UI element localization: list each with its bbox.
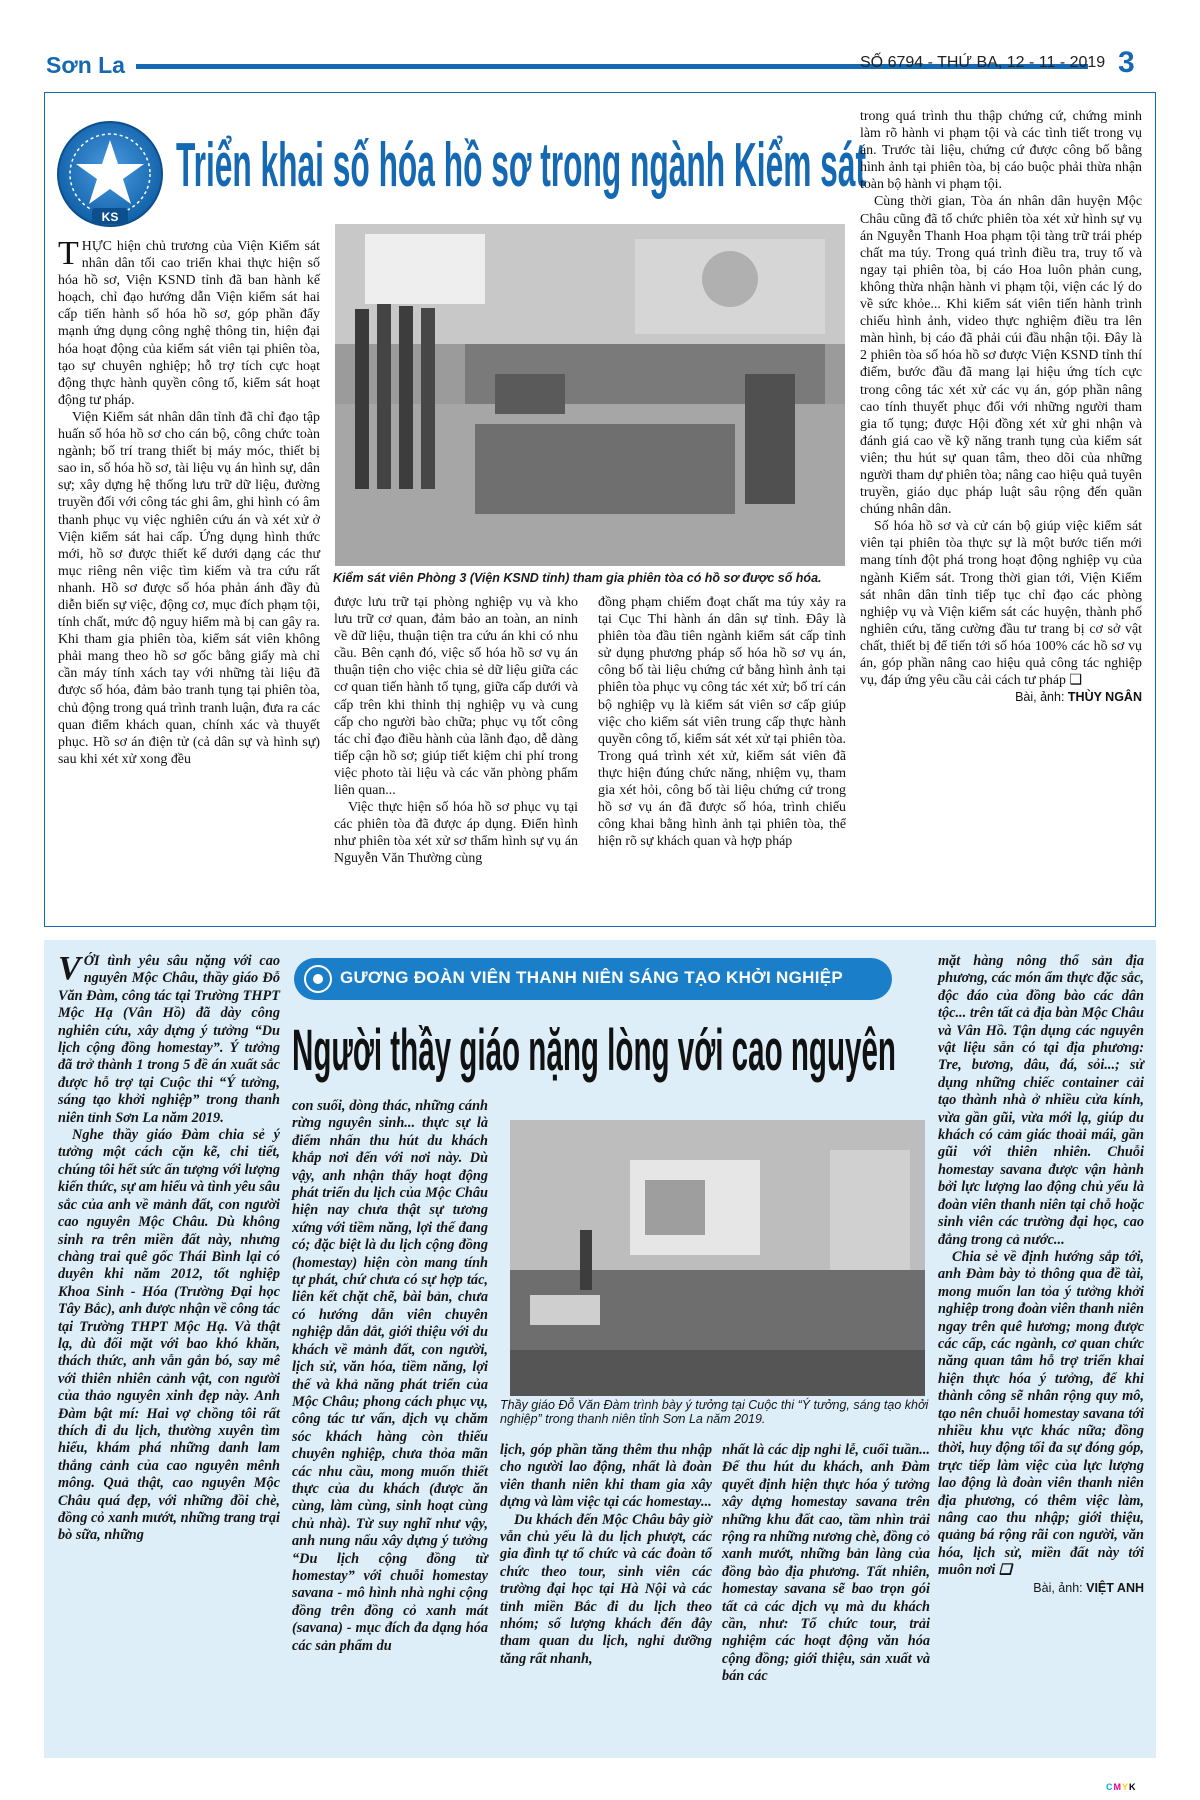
series-banner-text: GƯƠNG ĐOÀN VIÊN THANH NIÊN SÁNG TẠO KHỞI NGHIỆP	[340, 968, 844, 987]
paragraph: HỰC hiện chủ trương của Viện Kiểm sát nhân dân tối cao triển khai thực hiện số hóa hồ sơ, Viện KSND tỉnh đã ban hành kế hoạch, chỉ đạo hướng dẫn Viện kiểm sát hai cấp tiến hành số hóa hồ sơ, góp phần đẩy mạnh ứng dụng công nghệ thông tin, hiện đại hóa hoạt động của kiểm sát viên tại phiên tòa, tạo sự chuyên nghiệp; hỗ trợ tích cực hoạt động thực hành quyền công tố, kiểm sát hoạt động tư pháp.	[58, 239, 320, 408]
paragraph: đồng phạm chiếm đoạt chất ma túy xảy ra tại Cục Thi hành án dân sự tỉnh. Đây là phiên tòa đầu tiên ngành kiểm sát cấp tỉnh sử dụng phương pháp số hóa hồ sơ vụ án, công bố tài liệu chứng cứ bằng hình ảnh tại phiên tòa phục vụ công tác xét xử; bố trí cán bộ nghiệp vụ là kiểm sát viên sơ cấp giúp việc cho kiểm sát viên trung cấp thực hành quyền công tố, kiểm sát xét xử tại phiên tòa. Trong quá trình xét xử, kiểm sát viên đã thực hiện đúng chức năng, nhiệm vụ, tham gia xét hỏi, công bố tài liệu chứng cứ trong hồ sơ vụ án đã được số hóa, trình chiếu công khai bằng hình ảnh tại phiên tòa, thể hiện rõ sự khách quan và hợp pháp	[598, 595, 846, 850]
procuracy-emblem	[56, 120, 164, 234]
paragraph: trong quá trình thu thập chứng cứ, chứng minh làm rõ hành vi phạm tội và các tình tiết trong vụ án. Trước tài liệu, chứng cứ được công bố bằng hình ảnh tại phiên tòa, bị cáo buộc phải thừa nhận toàn bộ hành vi phạm tội.	[860, 109, 1142, 193]
article-1-column-3	[598, 594, 846, 916]
page-number: 3	[1118, 46, 1135, 79]
article-2-column-1	[58, 950, 280, 1753]
cmyk-m: M	[1113, 1782, 1122, 1792]
presentation-photo	[510, 1120, 925, 1396]
paragraph: lịch, góp phần tăng thêm thu nhập cho người lao động, nhất là đoàn viên thanh niên khi tham gia xây dựng và làm việc tại các homestay...	[500, 1442, 712, 1511]
issue-info: SỐ 6794 - THỨ BA, 12 - 11 - 2019	[860, 54, 1106, 71]
paragraph: Nghe thầy giáo Đàm chia sẻ ý tưởng một cách cặn kẽ, chi tiết, chúng tôi hết sức ấn tượng với lượng kiến thức, sự am hiểu và tình yêu sâu sắc của anh về mảnh đất, con người cao nguyên Mộc Châu. Dù không sinh ra trên miền đất này, nhưng chàng trai quê gốc Thái Bình lại có duyên khi năm 2012, tốt nghiệp Khoa Sinh - Hóa (Trường Đại học Tây Bắc), anh được nhận về công tác tại Trường THPT Mộc Hạ. Và thật lạ, dù đối mặt với bao khó khăn, thách thức, anh vẫn gắn bó, say mê với thiên nhiên cảnh vật, con người của thảo nguyên xinh đẹp này. Anh Đàm bật mí: Hai vợ chồng tôi rất thích đi du lịch, thường xuyên tìm hiểu, khám phá những danh lam thắng cảnh của cao nguyên mênh mông. Quả thật, cao nguyên Mộc Châu quá đẹp, với những đồi chè, đồng cỏ xanh mướt, những trang trại bò sữa, những	[58, 1127, 280, 1544]
paragraph: nhất là các dịp nghỉ lễ, cuối tuần... Để thu hút du khách, anh Đàm quyết định hiện thực hóa ý tưởng xây dựng homestay savana trên những khu đất cao, tầm nhìn trải rộng ra những nương chè, đồng cỏ xanh mướt, những bản làng của đồng bào địa phương. Tất nhiên, homestay savana sẽ bao trọn gói tất cả các dịch vụ mà du khách cần, như: Tổ chức tour, trải nghiệm các hoạt động văn hóa cộng đồng; giới thiệu, sản xuất và bán các	[722, 1442, 930, 1685]
article-2-column-5	[938, 953, 1144, 1753]
paragraph: Việc thực hiện số hóa hồ sơ phục vụ tại các phiên tòa đã được áp dụng. Điển hình như phiên tòa xét xử sơ thẩm hình sự vụ án Nguyễn Văn Thường cùng	[334, 800, 578, 867]
emblem-text: KS	[101, 210, 119, 224]
courtroom-photo	[335, 224, 845, 566]
paragraph: mặt hàng nông thổ sản địa phương, các món ẩm thực đặc sắc, độc đáo của đồng bào các dân tộc... trên tất cả địa bàn Mộc Châu và Vân Hồ. Tận dụng các nguyên vật liệu sẵn có tại địa phương: Tre, bương, dâu, đá, sỏi...; sử dụng những chiếc container cải tạo thành nhà ở nhiều cửa kính, vừa gần gũi, vừa mới lạ, giúp du khách có cảm giác thoải mái, gần gũi với thiên nhiên. Chuỗi homestay savana được vận hành bởi lực lượng lao động chủ yếu là đoàn viên thanh niên tại chỗ hoặc sinh viên các trường đại học, cao đẳng trong cả nước...	[938, 953, 1144, 1248]
article-1-column-4	[860, 108, 1142, 920]
paragraph: ỚI tình yêu sâu nặng với cao nguyên Mộc Châu, thầy giáo Đỗ Văn Đàm, công tác tại Trường THPT Mộc Hạ (Vân Hồ) đã dày công nghiên cứu, xây dựng ý tưởng “Du lịch cộng đồng homestay”. Ý tưởng đã trở thành 1 trong 5 đề án xuất sắc được hỗ trợ tại Cuộc thi “Ý tưởng, sáng tạo khởi nghiệp” trong thanh niên tỉnh Sơn La năm 2019.	[58, 953, 280, 1126]
headline-2-text: Người thầy giáo nặng lòng với cao nguyên	[292, 1018, 896, 1083]
cmyk-c: C	[1106, 1782, 1114, 1792]
cmyk-k: K	[1129, 1782, 1137, 1792]
dropcap: T	[58, 235, 79, 272]
paragraph: Chia sẻ về định hướng sắp tới, anh Đàm bày tỏ thông qua đề tài, mong muốn lan tỏa ý tưởng khởi nghiệp trong đoàn viên thanh niên ngay trên quê hương; mong được các cấp, các ngành, cơ quan chức năng quan tâm hỗ trợ triển khai hiện thực hóa ý tưởng, để khi thành công sẽ nhân rộng quy mô, tạo nên chuỗi homestay savana tới nhiều khu vực khác nữa; đồng thời, huy động tối đa sự đóng góp, trực tiếp làm việc của lực lượng lao động là đoàn viên thanh niên địa phương, có thêm việc làm, nâng cao thu nhập; giới thiệu, quảng bá rộng rãi con người, văn hóa, lịch sử, miền đất này tới muôn nơi ❑	[938, 1248, 1144, 1579]
headline-1-text: Triển khai số hóa hồ sơ trong ngành Kiểm sát	[176, 131, 866, 200]
paragraph: được lưu trữ tại phòng nghiệp vụ và kho lưu trữ cơ quan, đảm bảo an toàn, an ninh về dữ liệu, thuận tiện tra cứu án khi có nhu cầu. Bên cạnh đó, việc số hóa hồ sơ vụ án thuận tiện cho việc chia sẻ dữ liệu giữa các cơ quan tiến hành tố tụng, giữa cấp dưới và cấp trên khi thỉnh thị nghiệp vụ và cung cấp cho người bào chữa; phục vụ tốt công tác chỉ đạo điều hành của lãnh đạo, dễ dàng tiếp cận hồ sơ; giúp tiết kiệm chi phí trong việc photo tài liệu và các văn phòng phẩm liên quan...	[334, 595, 578, 799]
paragraph: Du khách đến Mộc Châu bây giờ vẫn chủ yếu là du lịch phượt, các gia đình tự tổ chức và các đoàn tổ chức theo tour, sinh viên các trường đại học tại Hà Nội và các tỉnh miền Bắc đi du lịch theo nhóm; số lượng khách đến đây tham quan du lịch, nghỉ dưỡng tăng rất nhanh,	[500, 1511, 712, 1667]
dropcap: V	[58, 950, 81, 987]
photo-caption-1: Kiểm sát viên Phòng 3 (Viện KSND tỉnh) tham gia phiên tòa có hồ sơ được số hóa.	[333, 571, 822, 585]
article-2-column-3	[500, 1442, 712, 1758]
paragraph: con suối, dòng thác, những cánh rừng nguyên sinh... thực sự là điểm nhấn thu hút du khách khắp nơi đến với nơi này. Dù vậy, anh nhận thấy hoạt động phát triển du lịch của Mộc Châu hiện nay chưa thật sự tương xứng với tiềm năng, lợi thế đang có; đặc biệt là du lịch cộng đồng (homestay) hiện còn mang tính tự phát, chứ chưa có sự hợp tác, liên kết chặt chẽ, bài bản, chưa có hướng dẫn viên chuyên nghiệp dẫn dắt, giới thiệu với du khách về mảnh đất, con người, lịch sử, văn hóa, tiềm năng, lợi thế và khả năng phát triển của Mộc Châu; phong cách phục vụ, công tác tư vấn, dịch vụ chăm sóc khách hàng còn thiếu chuyên nghiệp, chưa thỏa mãn các nhu cầu, mong muốn thiết thực của du khách (được ăn cùng, làm cùng, sinh hoạt cùng chủ nhà). Từ suy nghĩ như vậy, anh nung nấu xây dựng ý tưởng “Du lịch cộng đồng từ homestay” với chuỗi homestay savana - mô hình nhà nghỉ cộng đồng trên đồng cỏ xanh mát (savana) - mục đích đa dạng hóa các sản phẩm du	[292, 1098, 488, 1654]
photo-caption-2: Thầy giáo Đỗ Văn Đàm trình bày ý tưởng tại Cuộc thi “Ý tưởng, sáng tạo khởi nghiệp” trong thanh niên tỉnh Sơn La năm 2019.	[500, 1398, 929, 1426]
byline-1: Bài, ảnh: THÙY NGÂN	[1015, 690, 1142, 705]
article-1-column-2	[334, 594, 578, 916]
cmyk-y: Y	[1122, 1782, 1130, 1792]
paragraph: Viện Kiểm sát nhân dân tỉnh đã chỉ đạo tập huấn số hóa hồ sơ cho cán bộ, công chức toàn ngành; bố trí trang thiết bị máy móc, thiết bị sao in, số hóa hồ sơ, tài liệu vụ án hình sự, dân sự; xây dựng hệ thống lưu trữ dữ liệu, đường truyền đối với công tác ghi âm, ghi hình có âm thanh phục vụ việc nghiên cứu án và xét xử ở Viện kiểm sát hai cấp. Ứng dụng hình thức mới, hồ sơ được thiết kế dưới dạng các thư mục riêng nên việc tìm kiếm và tra cứu rất nhanh. Hồ sơ được số hóa phản ánh đầy đủ diễn biến sự việc, động cơ, mục đích phạm tội, tính chất, mức độ nguy hiểm mà bị can gây ra. Khi tham gia phiên tòa, kiểm sát viên không phải mang theo hồ sơ gốc bằng giấy mà chỉ cần máy tính xách tay với những tài liệu đã được số hóa, đảm bảo tranh tụng tại phiên tòa, chủ động trong quá trình tranh luận, đưa ra các quan điểm khách quan, chính xác và thuyết phục. Hồ sơ án điện tử (cả dân sự và hình sự) sau khi xét xử xong đều	[58, 409, 320, 767]
paragraph: Cùng thời gian, Tòa án nhân dân huyện Mộc Châu cũng đã tổ chức phiên tòa xét xử hình sự vụ án Nguyễn Thanh Hoa phạm tội tàng trữ trái phép chất ma túy. Trong quá trình điều tra, truy tố và ngay tại phiên tòa, bị cáo Hoa luôn phản cung, không thừa nhận hành vi phạm tội, viện các lý do về sức khỏe... Khi kiểm sát viên tiến hành trình chiếu hình ảnh, video thực nghiệm điều tra lên màn hình, bị cáo đã phải cúi đầu nhận tội. Đây là 2 phiên tòa số hóa hồ sơ được Viện KSND tỉnh thí điểm, bước đầu đã mang lại hiệu ứng tích cực trong công tác xét xử các vụ án, góp phần nâng cao tính thuyết phục đối với những người tham gia tố tụng; được Hội đồng xét xử ghi nhận và đánh giá cao về kỹ năng tranh tụng của kiểm sát viên; thu hút sự quan tâm, theo dõi của những người tham dự phiên tòa; nâng cao hiệu quả tuyên truyền, giáo dục pháp luật sâu rộng đến quần chúng nhân dân.	[860, 194, 1142, 518]
byline-2: Bài, ảnh: VIỆT ANH	[1033, 1580, 1144, 1595]
paragraph: Số hóa hồ sơ và cử cán bộ giúp việc kiểm sát viên tại phiên tòa thực sự là một bước tiến mới mang tính đột phá trong hoạt động nghiệp vụ của ngành Kiểm sát. Trong thời gian tới, Viện Kiểm sát nhân dân tỉnh tiếp tục chỉ đạo các phòng nghiệp vụ và Viện kiểm sát các huyện, thành phố nghiên cứu, tăng cường đầu tư trang bị cơ sở vật chất, thiết bị để tiến tới số hóa 100% các hồ sơ vụ án, góp phần nâng cao hiệu quả công tác nghiệp vụ, đáp ứng yêu cầu cải cách tư pháp ❑	[860, 519, 1142, 689]
article-2-column-4	[722, 1442, 930, 1758]
headline-2	[292, 1008, 898, 1088]
article-1-column-1	[58, 235, 320, 918]
article-2-column-2	[292, 1098, 488, 1758]
cmyk-marker	[1106, 1782, 1137, 1792]
headline-1	[176, 118, 876, 206]
section-name: Sơn La	[46, 52, 125, 78]
